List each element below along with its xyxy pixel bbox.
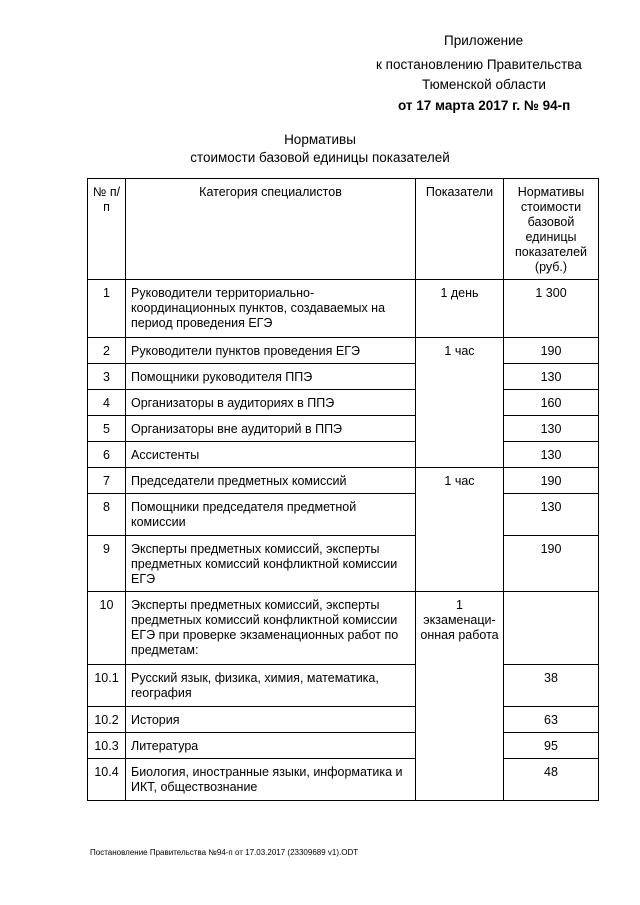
row-category: Биология, иностранные языки, информатика и ИКТ, обществознание: [126, 759, 416, 801]
row-num: 10.1: [88, 665, 126, 707]
table-row: [88, 707, 599, 733]
row-value: 38: [504, 665, 599, 707]
row-indicator: 1 экзаменаци-онная работа: [416, 592, 504, 801]
table-header-row: [88, 179, 599, 280]
row-category: Русский язык, физика, химия, математика, география: [126, 665, 416, 707]
row-value: 190: [504, 338, 599, 364]
table-row: [88, 338, 599, 364]
region-name: Тюменской области: [422, 77, 546, 92]
row-category: Помощники председателя предметной комиссии: [126, 494, 416, 536]
row-category: Руководители территориально-координационных пунктов, создаваемых на период проведения ЕГЭ: [126, 280, 416, 338]
header-indicator: Показатели: [416, 179, 504, 280]
header-num: № п/п: [88, 179, 126, 280]
row-num: 7: [88, 468, 126, 494]
table-row: [88, 280, 599, 338]
row-num: 6: [88, 442, 126, 468]
norms-table: [87, 178, 599, 801]
row-value: 190: [504, 468, 599, 494]
document-footer: Постановление Правительства №94-п от 17.03.2017 (23309689 v1).ODT: [90, 848, 359, 857]
table-row: [88, 494, 599, 536]
row-indicator: 1 час: [416, 338, 504, 468]
row-value: 130: [504, 416, 599, 442]
row-category: Организаторы вне аудиторий в ППЭ: [126, 416, 416, 442]
row-value: 130: [504, 494, 599, 536]
row-indicator: 1 час: [416, 468, 504, 592]
row-value: 160: [504, 390, 599, 416]
table-row: [88, 364, 599, 390]
row-num: 10.4: [88, 759, 126, 801]
row-category: История: [126, 707, 416, 733]
row-value: [504, 592, 599, 665]
header-category: Категория специалистов: [126, 179, 416, 280]
row-value: 48: [504, 759, 599, 801]
appendix-label: Приложение: [444, 33, 524, 48]
table-row: [88, 442, 599, 468]
row-category: Председатели предметных комиссий: [126, 468, 416, 494]
row-num: 1: [88, 280, 126, 338]
row-num: 5: [88, 416, 126, 442]
row-num: 2: [88, 338, 126, 364]
row-category: Организаторы в аудиториях в ППЭ: [126, 390, 416, 416]
row-num: 9: [88, 536, 126, 592]
row-category: Литература: [126, 733, 416, 759]
row-num: 10.3: [88, 733, 126, 759]
table-row: [88, 536, 599, 592]
row-num: 10: [88, 592, 126, 665]
row-num: 10.2: [88, 707, 126, 733]
row-category: Эксперты предметных комиссий, эксперты предметных комиссий конфликтной комиссии ЕГЭ: [126, 536, 416, 592]
row-category: Ассистенты: [126, 442, 416, 468]
row-num: 4: [88, 390, 126, 416]
row-category: Руководители пунктов проведения ЕГЭ: [126, 338, 416, 364]
row-num: 3: [88, 364, 126, 390]
row-category: Помощники руководителя ППЭ: [126, 364, 416, 390]
table-row: [88, 665, 599, 707]
row-value: 130: [504, 364, 599, 390]
document-subtitle: стоимости базовой единицы показателей: [190, 150, 450, 165]
row-num: 8: [88, 494, 126, 536]
table-row: [88, 416, 599, 442]
row-value: 63: [504, 707, 599, 733]
table-row: [88, 759, 599, 801]
decree-date: от 17 марта 2017 г. № 94-п: [398, 98, 571, 113]
header-norm: Нормативы стоимости базовой единицы показателей (руб.): [504, 179, 599, 280]
table-row: [88, 592, 599, 665]
row-value: 130: [504, 442, 599, 468]
document-title: Нормативы: [284, 132, 356, 147]
row-value: 95: [504, 733, 599, 759]
row-value: 190: [504, 536, 599, 592]
row-category: Эксперты предметных комиссий, эксперты предметных комиссий конфликтной комиссии ЕГЭ при проверке экзаменационных работ по предметам:: [126, 592, 416, 665]
table-row: [88, 390, 599, 416]
table-row: [88, 468, 599, 494]
row-value: 1 300: [504, 280, 599, 338]
row-indicator: 1 день: [416, 280, 504, 338]
table-row: [88, 733, 599, 759]
decree-reference: к постановлению Правительства: [376, 57, 582, 72]
